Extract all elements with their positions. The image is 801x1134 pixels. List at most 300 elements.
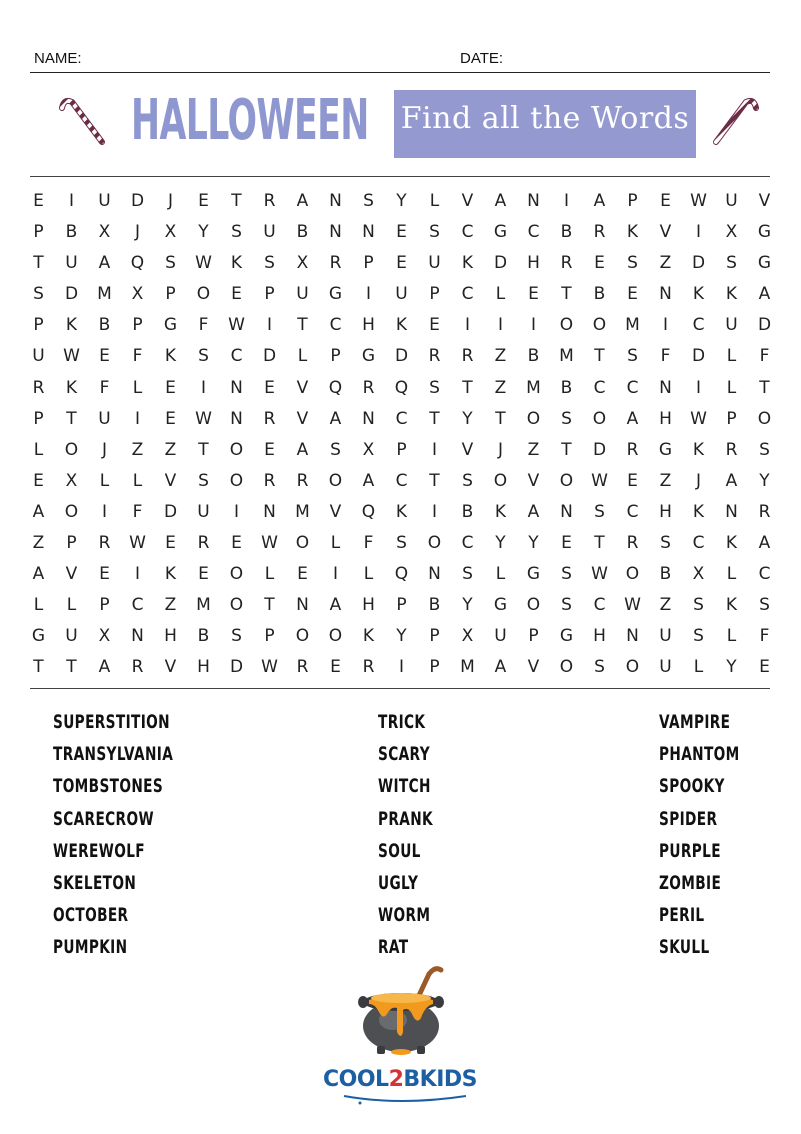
grid-letter: C xyxy=(461,222,474,243)
grid-letter: T xyxy=(462,377,473,398)
grid-letter: D xyxy=(64,284,79,305)
grid-letter: M xyxy=(97,284,112,305)
grid-letter: T xyxy=(33,657,44,678)
grid-letter: X xyxy=(692,564,705,585)
grid-letter: I xyxy=(695,377,701,398)
grid-letter: R xyxy=(725,439,738,460)
grid-letter: E xyxy=(33,191,44,211)
divider xyxy=(30,688,770,689)
grid-letter: S xyxy=(561,564,572,585)
grid-letter: H xyxy=(593,626,606,647)
grid-letter: P xyxy=(396,439,407,460)
grid-letter: D xyxy=(130,191,145,211)
grid-letter: T xyxy=(594,346,605,367)
grid-letter: S xyxy=(198,470,209,491)
grid-letter: Y xyxy=(396,626,407,647)
grid-letter: T xyxy=(198,439,209,460)
grid-letter: R xyxy=(758,501,771,522)
grid-letter: V xyxy=(296,408,309,429)
grid-letter: I xyxy=(563,191,569,211)
grid-letter: T xyxy=(759,377,770,398)
grid-letter: D xyxy=(691,253,706,274)
grid-letter: F xyxy=(759,626,770,647)
grid-letter: C xyxy=(329,315,342,336)
grid-letter: X xyxy=(362,439,375,460)
grid-letter: Z xyxy=(659,253,672,274)
grid-letter: E xyxy=(231,533,242,554)
grid-letter: E xyxy=(759,657,770,678)
divider xyxy=(30,176,770,177)
grid-letter: E xyxy=(165,377,176,398)
grid-letter: U xyxy=(32,346,45,367)
grid-letter: P xyxy=(429,626,440,647)
grid-letter: K xyxy=(692,501,705,522)
grid-letter: T xyxy=(264,595,275,616)
grid-letter: P xyxy=(99,595,110,616)
grid-letter: S xyxy=(33,284,44,305)
grid-letter: B xyxy=(659,564,672,585)
grid-letter: J xyxy=(167,191,173,211)
word-list-item: PURPLE xyxy=(659,839,721,862)
grid-letter: H xyxy=(659,501,672,522)
grid-letter: G xyxy=(31,626,46,647)
grid-row xyxy=(22,652,781,683)
grid-letter: R xyxy=(32,377,45,398)
grid-letter: S xyxy=(231,626,242,647)
grid-letter: W xyxy=(690,191,707,211)
grid-letter: A xyxy=(296,191,309,211)
grid-letter: D xyxy=(262,346,277,367)
grid-letter: T xyxy=(561,439,572,460)
grid-letter: Y xyxy=(396,191,407,211)
grid-letter: O xyxy=(64,439,79,460)
grid-letter: R xyxy=(626,439,639,460)
grid-row xyxy=(22,373,781,404)
grid-letter: U xyxy=(428,253,441,274)
grid-row xyxy=(22,279,781,310)
grid-letter: E xyxy=(594,253,605,274)
grid-letter: B xyxy=(560,222,573,243)
grid-letter: O xyxy=(295,626,310,647)
grid-letter: U xyxy=(659,626,672,647)
grid-letter: E xyxy=(99,564,110,585)
grid-letter: X xyxy=(296,253,309,274)
grid-row xyxy=(22,621,781,652)
grid-letter: E xyxy=(33,470,44,491)
grid-letter: I xyxy=(68,191,74,211)
grid-letter: I xyxy=(101,501,107,522)
grid-letter: S xyxy=(759,439,770,460)
grid-letter: K xyxy=(461,253,474,274)
grid-letter: U xyxy=(65,626,78,647)
grid-letter: O xyxy=(229,564,244,585)
grid-letter: E xyxy=(297,564,308,585)
grid-letter: M xyxy=(196,595,211,616)
grid-letter: K xyxy=(164,564,177,585)
grid-letter: T xyxy=(297,315,308,336)
grid-letter: G xyxy=(757,253,772,274)
grid-letter: A xyxy=(329,408,342,429)
grid-letter: O xyxy=(559,315,574,336)
subtitle-banner xyxy=(394,90,696,158)
grid-letter: K xyxy=(692,284,705,305)
grid-letter: K xyxy=(65,377,78,398)
grid-letter: O xyxy=(526,595,541,616)
grid-letter: V xyxy=(758,191,771,211)
grid-letter: E xyxy=(99,346,110,367)
grid-letter: Z xyxy=(494,377,507,398)
grid-letter: F xyxy=(99,377,110,398)
grid-letter: G xyxy=(559,626,574,647)
grid-letter: D xyxy=(394,346,409,367)
grid-letter: R xyxy=(296,470,309,491)
grid-letter: O xyxy=(493,470,508,491)
grid-letter: L xyxy=(330,533,341,554)
grid-letter: Y xyxy=(528,533,539,554)
grid-row xyxy=(22,341,781,372)
grid-letter: B xyxy=(593,284,606,305)
grid-letter: G xyxy=(163,315,178,336)
grid-letter: U xyxy=(395,284,408,305)
grid-letter: O xyxy=(229,470,244,491)
name-label: NAME: xyxy=(34,50,82,67)
grid-letter: P xyxy=(132,315,143,336)
grid-letter: D xyxy=(757,315,772,336)
grid-letter: C xyxy=(461,533,474,554)
grid-letter: S xyxy=(198,346,209,367)
grid-letter: F xyxy=(132,346,143,367)
grid-letter: N xyxy=(296,595,309,616)
grid-letter: A xyxy=(527,501,540,522)
grid-letter: W xyxy=(228,315,245,336)
grid-letter: N xyxy=(329,222,342,243)
grid-letter: I xyxy=(695,222,701,243)
grid-letter: S xyxy=(429,377,440,398)
logo-part-2: 2 xyxy=(388,1067,404,1092)
grid-letter: O xyxy=(229,595,244,616)
grid-letter: T xyxy=(66,408,77,429)
grid-letter: D xyxy=(691,346,706,367)
word-list-item: TRICK xyxy=(378,711,426,733)
grid-letter: I xyxy=(332,564,338,585)
grid-letter: K xyxy=(725,284,738,305)
grid-letter: N xyxy=(527,191,540,211)
word-list-item: WEREWOLF xyxy=(53,839,145,862)
grid-letter: O xyxy=(229,439,244,460)
grid-letter: N xyxy=(428,564,441,585)
grid-letter: R xyxy=(296,657,309,678)
grid-letter: N xyxy=(230,377,243,398)
grid-letter: K xyxy=(626,222,639,243)
grid-letter: X xyxy=(65,470,78,491)
grid-letter: P xyxy=(627,191,638,211)
grid-letter: A xyxy=(593,191,606,211)
grid-letter: P xyxy=(66,533,77,554)
grid-letter: B xyxy=(98,315,111,336)
grid-letter: R xyxy=(263,470,276,491)
grid-letter: T xyxy=(429,408,440,429)
grid-letter: W xyxy=(690,408,707,429)
grid-letter: R xyxy=(560,253,573,274)
grid-letter: O xyxy=(427,533,442,554)
grid-letter: C xyxy=(131,595,144,616)
grid-row xyxy=(22,248,781,279)
grid-letter: E xyxy=(561,533,572,554)
grid-letter: G xyxy=(526,564,541,585)
word-list-item: SPOOKY xyxy=(659,775,725,798)
grid-letter: V xyxy=(164,470,177,491)
grid-letter: N xyxy=(659,377,672,398)
grid-letter: C xyxy=(593,595,606,616)
grid-letter: Y xyxy=(462,408,473,429)
grid-letter: J xyxy=(134,222,140,243)
grid-letter: L xyxy=(726,377,737,398)
word-list-item: SPIDER xyxy=(659,807,718,830)
grid-letter: U xyxy=(65,253,78,274)
grid-letter: C xyxy=(692,533,705,554)
grid-letter: K xyxy=(395,501,408,522)
grid-letter: F xyxy=(363,533,374,554)
grid-letter: X xyxy=(461,626,474,647)
grid-letter: J xyxy=(497,439,503,460)
grid-letter: Z xyxy=(164,595,177,616)
grid-letter: L xyxy=(429,191,440,211)
grid-letter: P xyxy=(264,626,275,647)
grid-letter: Z xyxy=(527,439,540,460)
grid-letter: W xyxy=(195,408,212,429)
grid-letter: L xyxy=(363,564,374,585)
grid-letter: Q xyxy=(130,253,145,274)
grid-letter: N xyxy=(362,408,375,429)
grid-letter: W xyxy=(591,470,608,491)
grid-letter: Y xyxy=(726,657,737,678)
grid-letter: B xyxy=(461,501,474,522)
grid-letter: G xyxy=(658,439,673,460)
grid-letter: R xyxy=(461,346,474,367)
grid-letter: A xyxy=(494,191,507,211)
grid-letter: L xyxy=(66,595,77,616)
grid-letter: Y xyxy=(759,470,770,491)
grid-letter: N xyxy=(263,501,276,522)
grid-letter: G xyxy=(328,284,343,305)
grid-letter: M xyxy=(460,657,475,678)
grid-letter: E xyxy=(165,408,176,429)
grid-letter: S xyxy=(627,346,638,367)
word-list-item: SCARECROW xyxy=(53,807,154,830)
grid-letter: Z xyxy=(659,470,672,491)
grid-letter: L xyxy=(33,595,44,616)
word-list-item: PERIL xyxy=(659,904,705,927)
grid-letter: S xyxy=(561,595,572,616)
grid-letter: U xyxy=(725,191,738,211)
grid-letter: S xyxy=(660,533,671,554)
grid-letter: G xyxy=(493,595,508,616)
logo-swoosh xyxy=(340,1092,470,1106)
grid-row xyxy=(22,559,781,590)
grid-letter: O xyxy=(559,470,574,491)
grid-letter: O xyxy=(625,564,640,585)
logo-part-cool: COOL xyxy=(323,1067,389,1092)
grid-letter: R xyxy=(263,191,276,211)
grid-letter: N xyxy=(329,191,342,211)
word-list-item: SKELETON xyxy=(53,871,137,894)
grid-letter: N xyxy=(230,408,243,429)
grid-letter: R xyxy=(428,346,441,367)
grid-letter: S xyxy=(693,595,704,616)
grid-letter: X xyxy=(98,222,111,243)
grid-letter: U xyxy=(659,657,672,678)
grid-letter: A xyxy=(98,657,111,678)
grid-letter: R xyxy=(329,253,342,274)
grid-letter: B xyxy=(428,595,441,616)
word-list-column-3 xyxy=(659,706,771,964)
word-list-item: WORM xyxy=(378,904,431,927)
grid-letter: E xyxy=(198,564,209,585)
word-list-item: TRANSYLVANIA xyxy=(53,743,174,766)
grid-row xyxy=(22,404,781,435)
grid-letter: U xyxy=(725,315,738,336)
grid-letter: C xyxy=(758,564,771,585)
grid-letter: R xyxy=(98,533,111,554)
grid-letter: Q xyxy=(394,564,409,585)
cauldron-icon xyxy=(355,962,447,1058)
grid-letter: R xyxy=(197,533,210,554)
page-title: HALLOWEEN xyxy=(131,88,369,153)
grid-letter: I xyxy=(431,439,437,460)
grid-letter: P xyxy=(33,315,44,336)
grid-letter: O xyxy=(592,408,607,429)
grid-letter: F xyxy=(132,501,143,522)
word-list-column-2 xyxy=(378,706,454,964)
grid-letter: L xyxy=(726,564,737,585)
grid-letter: I xyxy=(530,315,536,336)
word-list-item: UGLY xyxy=(378,871,419,894)
grid-letter: S xyxy=(462,564,473,585)
grid-letter: B xyxy=(197,626,210,647)
grid-row xyxy=(22,186,781,217)
word-list-item: RAT xyxy=(378,936,409,959)
grid-row xyxy=(22,497,781,528)
grid-letter: A xyxy=(98,253,111,274)
grid-letter: C xyxy=(626,377,639,398)
grid-letter: Z xyxy=(131,439,144,460)
grid-letter: N xyxy=(626,626,639,647)
grid-letter: D xyxy=(592,439,607,460)
grid-letter: B xyxy=(65,222,78,243)
grid-letter: O xyxy=(592,315,607,336)
grid-letter: H xyxy=(527,253,540,274)
grid-letter: C xyxy=(626,501,639,522)
word-list-item: PUMPKIN xyxy=(53,936,128,959)
grid-letter: A xyxy=(494,657,507,678)
grid-letter: H xyxy=(362,315,375,336)
grid-letter: M xyxy=(526,377,541,398)
grid-letter: R xyxy=(593,222,606,243)
grid-letter: I xyxy=(134,408,140,429)
grid-letter: L xyxy=(726,346,737,367)
word-list-item: SOUL xyxy=(378,839,421,862)
grid-letter: C xyxy=(527,222,540,243)
grid-letter: S xyxy=(396,533,407,554)
grid-letter: W xyxy=(129,533,146,554)
grid-letter: Z xyxy=(659,595,672,616)
grid-letter: F xyxy=(198,315,209,336)
grid-letter: P xyxy=(330,346,341,367)
candy-cane-icon xyxy=(56,94,108,150)
grid-letter: G xyxy=(757,222,772,243)
grid-letter: N xyxy=(659,284,672,305)
grid-letter: S xyxy=(165,253,176,274)
grid-letter: X xyxy=(98,626,111,647)
grid-letter: D xyxy=(163,501,178,522)
grid-letter: I xyxy=(233,501,239,522)
grid-letter: G xyxy=(493,222,508,243)
grid-letter: L xyxy=(726,626,737,647)
grid-letter: W xyxy=(261,657,278,678)
grid-letter: L xyxy=(495,284,506,305)
grid-letter: S xyxy=(594,501,605,522)
grid-letter: Z xyxy=(164,439,177,460)
grid-letter: H xyxy=(164,626,177,647)
grid-letter: P xyxy=(363,253,374,274)
grid-letter: R xyxy=(362,657,375,678)
grid-letter: E xyxy=(264,439,275,460)
grid-letter: T xyxy=(495,408,506,429)
grid-letter: G xyxy=(361,346,376,367)
grid-letter: A xyxy=(329,595,342,616)
grid-letter: V xyxy=(461,191,474,211)
grid-letter: W xyxy=(195,253,212,274)
grid-letter: O xyxy=(64,501,79,522)
grid-letter: M xyxy=(625,315,640,336)
grid-letter: L xyxy=(264,564,275,585)
grid-letter: T xyxy=(33,253,44,274)
grid-letter: E xyxy=(396,253,407,274)
grid-letter: E xyxy=(396,222,407,243)
grid-letter: E xyxy=(429,315,440,336)
grid-letter: C xyxy=(395,408,408,429)
grid-letter: C xyxy=(230,346,243,367)
grid-row xyxy=(22,590,781,621)
name-date-line xyxy=(30,48,770,73)
grid-letter: C xyxy=(395,470,408,491)
grid-row xyxy=(22,435,781,466)
grid-letter: A xyxy=(32,564,45,585)
grid-letter: T xyxy=(429,470,440,491)
grid-letter: L xyxy=(99,470,110,491)
subtitle: Find all the Words xyxy=(400,101,690,136)
grid-letter: P xyxy=(429,284,440,305)
grid-letter: L xyxy=(693,657,704,678)
grid-letter: L xyxy=(495,564,506,585)
word-search-grid xyxy=(22,186,781,684)
grid-letter: P xyxy=(33,222,44,243)
grid-letter: M xyxy=(295,501,310,522)
grid-letter: K xyxy=(362,626,375,647)
grid-letter: U xyxy=(263,222,276,243)
grid-letter: L xyxy=(132,377,143,398)
grid-letter: A xyxy=(758,533,771,554)
grid-letter: A xyxy=(758,284,771,305)
date-label: DATE: xyxy=(460,50,504,67)
grid-letter: Q xyxy=(394,377,409,398)
grid-letter: I xyxy=(497,315,503,336)
grid-letter: D xyxy=(493,253,508,274)
grid-letter: T xyxy=(561,284,572,305)
grid-letter: V xyxy=(659,222,672,243)
word-list-item: OCTOBER xyxy=(53,904,129,927)
grid-letter: S xyxy=(363,191,374,211)
